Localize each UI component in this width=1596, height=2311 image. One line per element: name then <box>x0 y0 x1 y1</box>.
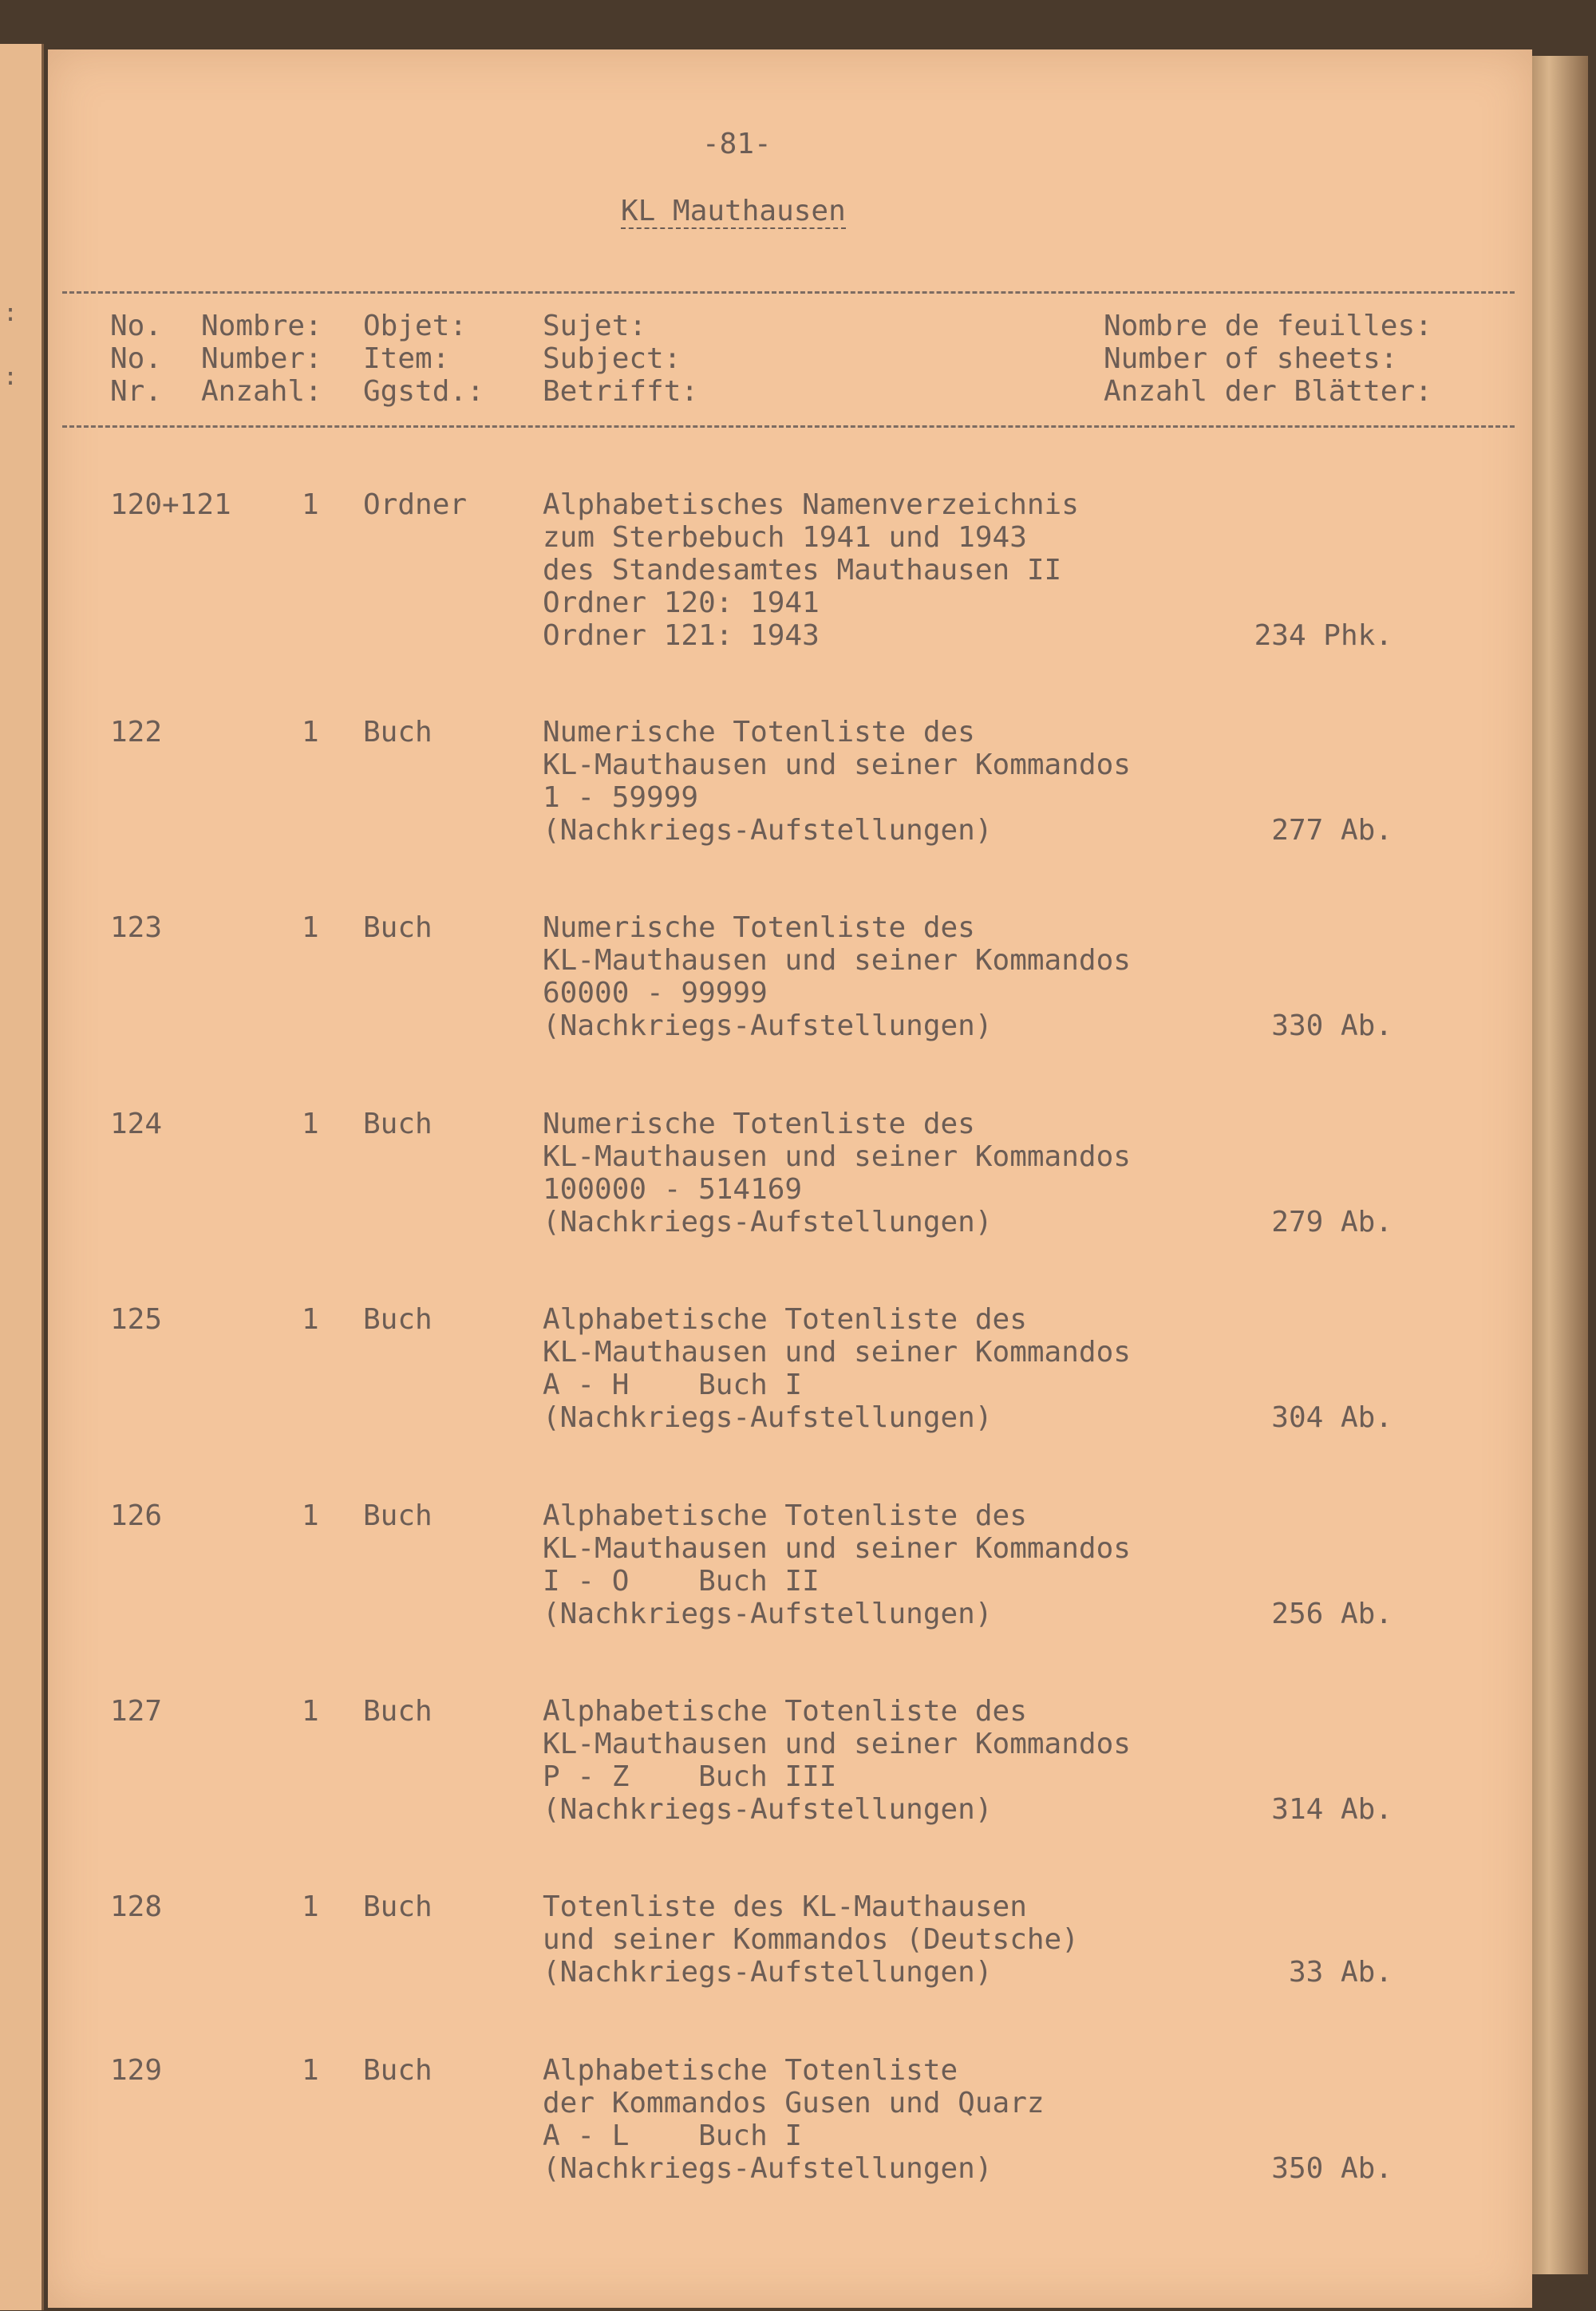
entry-sheets: 234 Phk. <box>1254 619 1393 652</box>
book-page-stack <box>1532 56 1588 2274</box>
entry-subject-line: I - O Buch II <box>543 1565 820 1598</box>
entry-subject-line: A - L Buch I <box>543 2119 803 2152</box>
entry-number: 129 <box>110 2054 163 2087</box>
entry-subject-line: A - H Buch I <box>543 1369 803 1401</box>
entry-count: 1 <box>302 1695 319 1728</box>
entry-subject-line: (Nachkriegs-Aufstellungen) <box>543 1009 993 1042</box>
entry-sheets: 279 Ab. <box>1271 1206 1393 1238</box>
entry-number: 125 <box>110 1303 163 1336</box>
entry-subject-line: (Nachkriegs-Aufstellungen) <box>543 1206 993 1238</box>
entry-subject-line: 1 - 59999 <box>543 781 699 814</box>
entry-count: 1 <box>302 1108 319 1140</box>
header-sujet-de: Betrifft: <box>543 375 699 408</box>
header-sujet-en: Subject: <box>543 342 681 375</box>
entry-subject-line: KL-Mauthausen und seiner Kommandos <box>543 1336 1131 1369</box>
header-objet-de: Ggstd.: <box>363 375 484 408</box>
header-rule-bottom <box>62 425 1515 428</box>
entry-subject-line: Ordner 120: 1941 <box>543 587 820 619</box>
entry-sheets: 304 Ab. <box>1271 1401 1393 1434</box>
page-number: -81- <box>702 128 772 160</box>
entry-count: 1 <box>302 488 319 521</box>
header-sujet-fr: Sujet: <box>543 310 647 342</box>
entry-subject-line: Totenliste des KL-Mauthausen <box>543 1890 1027 1923</box>
entry-subject-line: des Standesamtes Mauthausen II <box>543 554 1062 587</box>
entry-sheets: 256 Ab. <box>1271 1598 1393 1630</box>
entry-subject-line: 60000 - 99999 <box>543 977 768 1009</box>
entry-subject-line: und seiner Kommandos (Deutsche) <box>543 1923 1079 1956</box>
entry-item: Buch <box>363 1108 433 1140</box>
entry-subject-line: Alphabetische Totenliste des <box>543 1499 1027 1532</box>
entry-subject-line: (Nachkriegs-Aufstellungen) <box>543 2152 993 2185</box>
header-nombre-en: Number: <box>201 342 322 375</box>
facing-page-edge <box>0 44 44 2310</box>
entry-number: 126 <box>110 1499 163 1532</box>
entry-count: 1 <box>302 1890 319 1923</box>
entry-subject-line: (Nachkriegs-Aufstellungen) <box>543 1401 993 1434</box>
entry-subject-line: KL-Mauthausen und seiner Kommandos <box>543 1532 1131 1565</box>
entry-count: 1 <box>302 1303 319 1336</box>
header-nombre-fr: Nombre: <box>201 310 322 342</box>
facing-page-fragment: : <box>3 363 18 391</box>
entry-subject-line: Alphabetische Totenliste des <box>543 1695 1027 1728</box>
header-nombre-de: Anzahl: <box>201 375 322 408</box>
header-sheets-fr: Nombre de feuilles: <box>1104 310 1432 342</box>
header-no-en: No. <box>110 342 163 375</box>
entry-subject-line: P - Z Buch III <box>543 1760 837 1793</box>
entry-subject-line: Numerische Totenliste des <box>543 716 975 749</box>
entry-item: Ordner <box>363 488 468 521</box>
entry-count: 1 <box>302 2054 319 2087</box>
entry-subject-line: Ordner 121: 1943 <box>543 619 820 652</box>
entry-subject-line: Alphabetische Totenliste des <box>543 1303 1027 1336</box>
entry-count: 1 <box>302 1499 319 1532</box>
entry-item: Buch <box>363 1499 433 1532</box>
header-sheets-de: Anzahl der Blätter: <box>1104 375 1432 408</box>
entry-subject-line: (Nachkriegs-Aufstellungen) <box>543 814 993 847</box>
entry-subject-line: KL-Mauthausen und seiner Kommandos <box>543 749 1131 781</box>
entry-subject-line: KL-Mauthausen und seiner Kommandos <box>543 1140 1131 1173</box>
entry-sheets: 277 Ab. <box>1271 814 1393 847</box>
entry-item: Buch <box>363 1695 433 1728</box>
entry-count: 1 <box>302 716 319 749</box>
entry-subject-line: KL-Mauthausen und seiner Kommandos <box>543 944 1131 977</box>
entry-subject-line: Numerische Totenliste des <box>543 911 975 944</box>
entry-sheets: 350 Ab. <box>1271 2152 1393 2185</box>
entry-sheets: 330 Ab. <box>1271 1009 1393 1042</box>
entry-number: 124 <box>110 1108 163 1140</box>
entry-subject-line: 100000 - 514169 <box>543 1173 803 1206</box>
entry-item: Buch <box>363 1890 433 1923</box>
entry-subject-line: KL-Mauthausen und seiner Kommandos <box>543 1728 1131 1760</box>
header-objet-fr: Objet: <box>363 310 468 342</box>
entry-number: 122 <box>110 716 163 749</box>
entry-number: 123 <box>110 911 163 944</box>
header-no-fr: No. <box>110 310 163 342</box>
entry-subject-line: (Nachkriegs-Aufstellungen) <box>543 1956 993 1989</box>
entry-sheets: 33 Ab. <box>1288 1956 1393 1989</box>
entry-count: 1 <box>302 911 319 944</box>
entry-item: Buch <box>363 911 433 944</box>
entry-subject-line: der Kommandos Gusen und Quarz <box>543 2087 1045 2119</box>
entry-item: Buch <box>363 716 433 749</box>
entry-subject-line: Alphabetisches Namenverzeichnis <box>543 488 1079 521</box>
header-no-de: Nr. <box>110 375 163 408</box>
entry-subject-line: Numerische Totenliste des <box>543 1108 975 1140</box>
page-title: KL Mauthausen <box>621 195 846 227</box>
header-sheets-en: Number of sheets: <box>1104 342 1398 375</box>
entry-item: Buch <box>363 2054 433 2087</box>
entry-sheets: 314 Ab. <box>1271 1793 1393 1826</box>
entry-subject-line: Alphabetische Totenliste <box>543 2054 958 2087</box>
entry-item: Buch <box>363 1303 433 1336</box>
facing-page-fragment: : <box>3 299 18 327</box>
entry-subject-line: (Nachkriegs-Aufstellungen) <box>543 1598 993 1630</box>
entry-number: 127 <box>110 1695 163 1728</box>
entry-number: 120+121 <box>110 488 231 521</box>
header-rule-top <box>62 291 1515 294</box>
header-objet-en: Item: <box>363 342 450 375</box>
entry-subject-line: (Nachkriegs-Aufstellungen) <box>543 1793 993 1826</box>
entry-subject-line: zum Sterbebuch 1941 und 1943 <box>543 521 1027 554</box>
entry-number: 128 <box>110 1890 163 1923</box>
